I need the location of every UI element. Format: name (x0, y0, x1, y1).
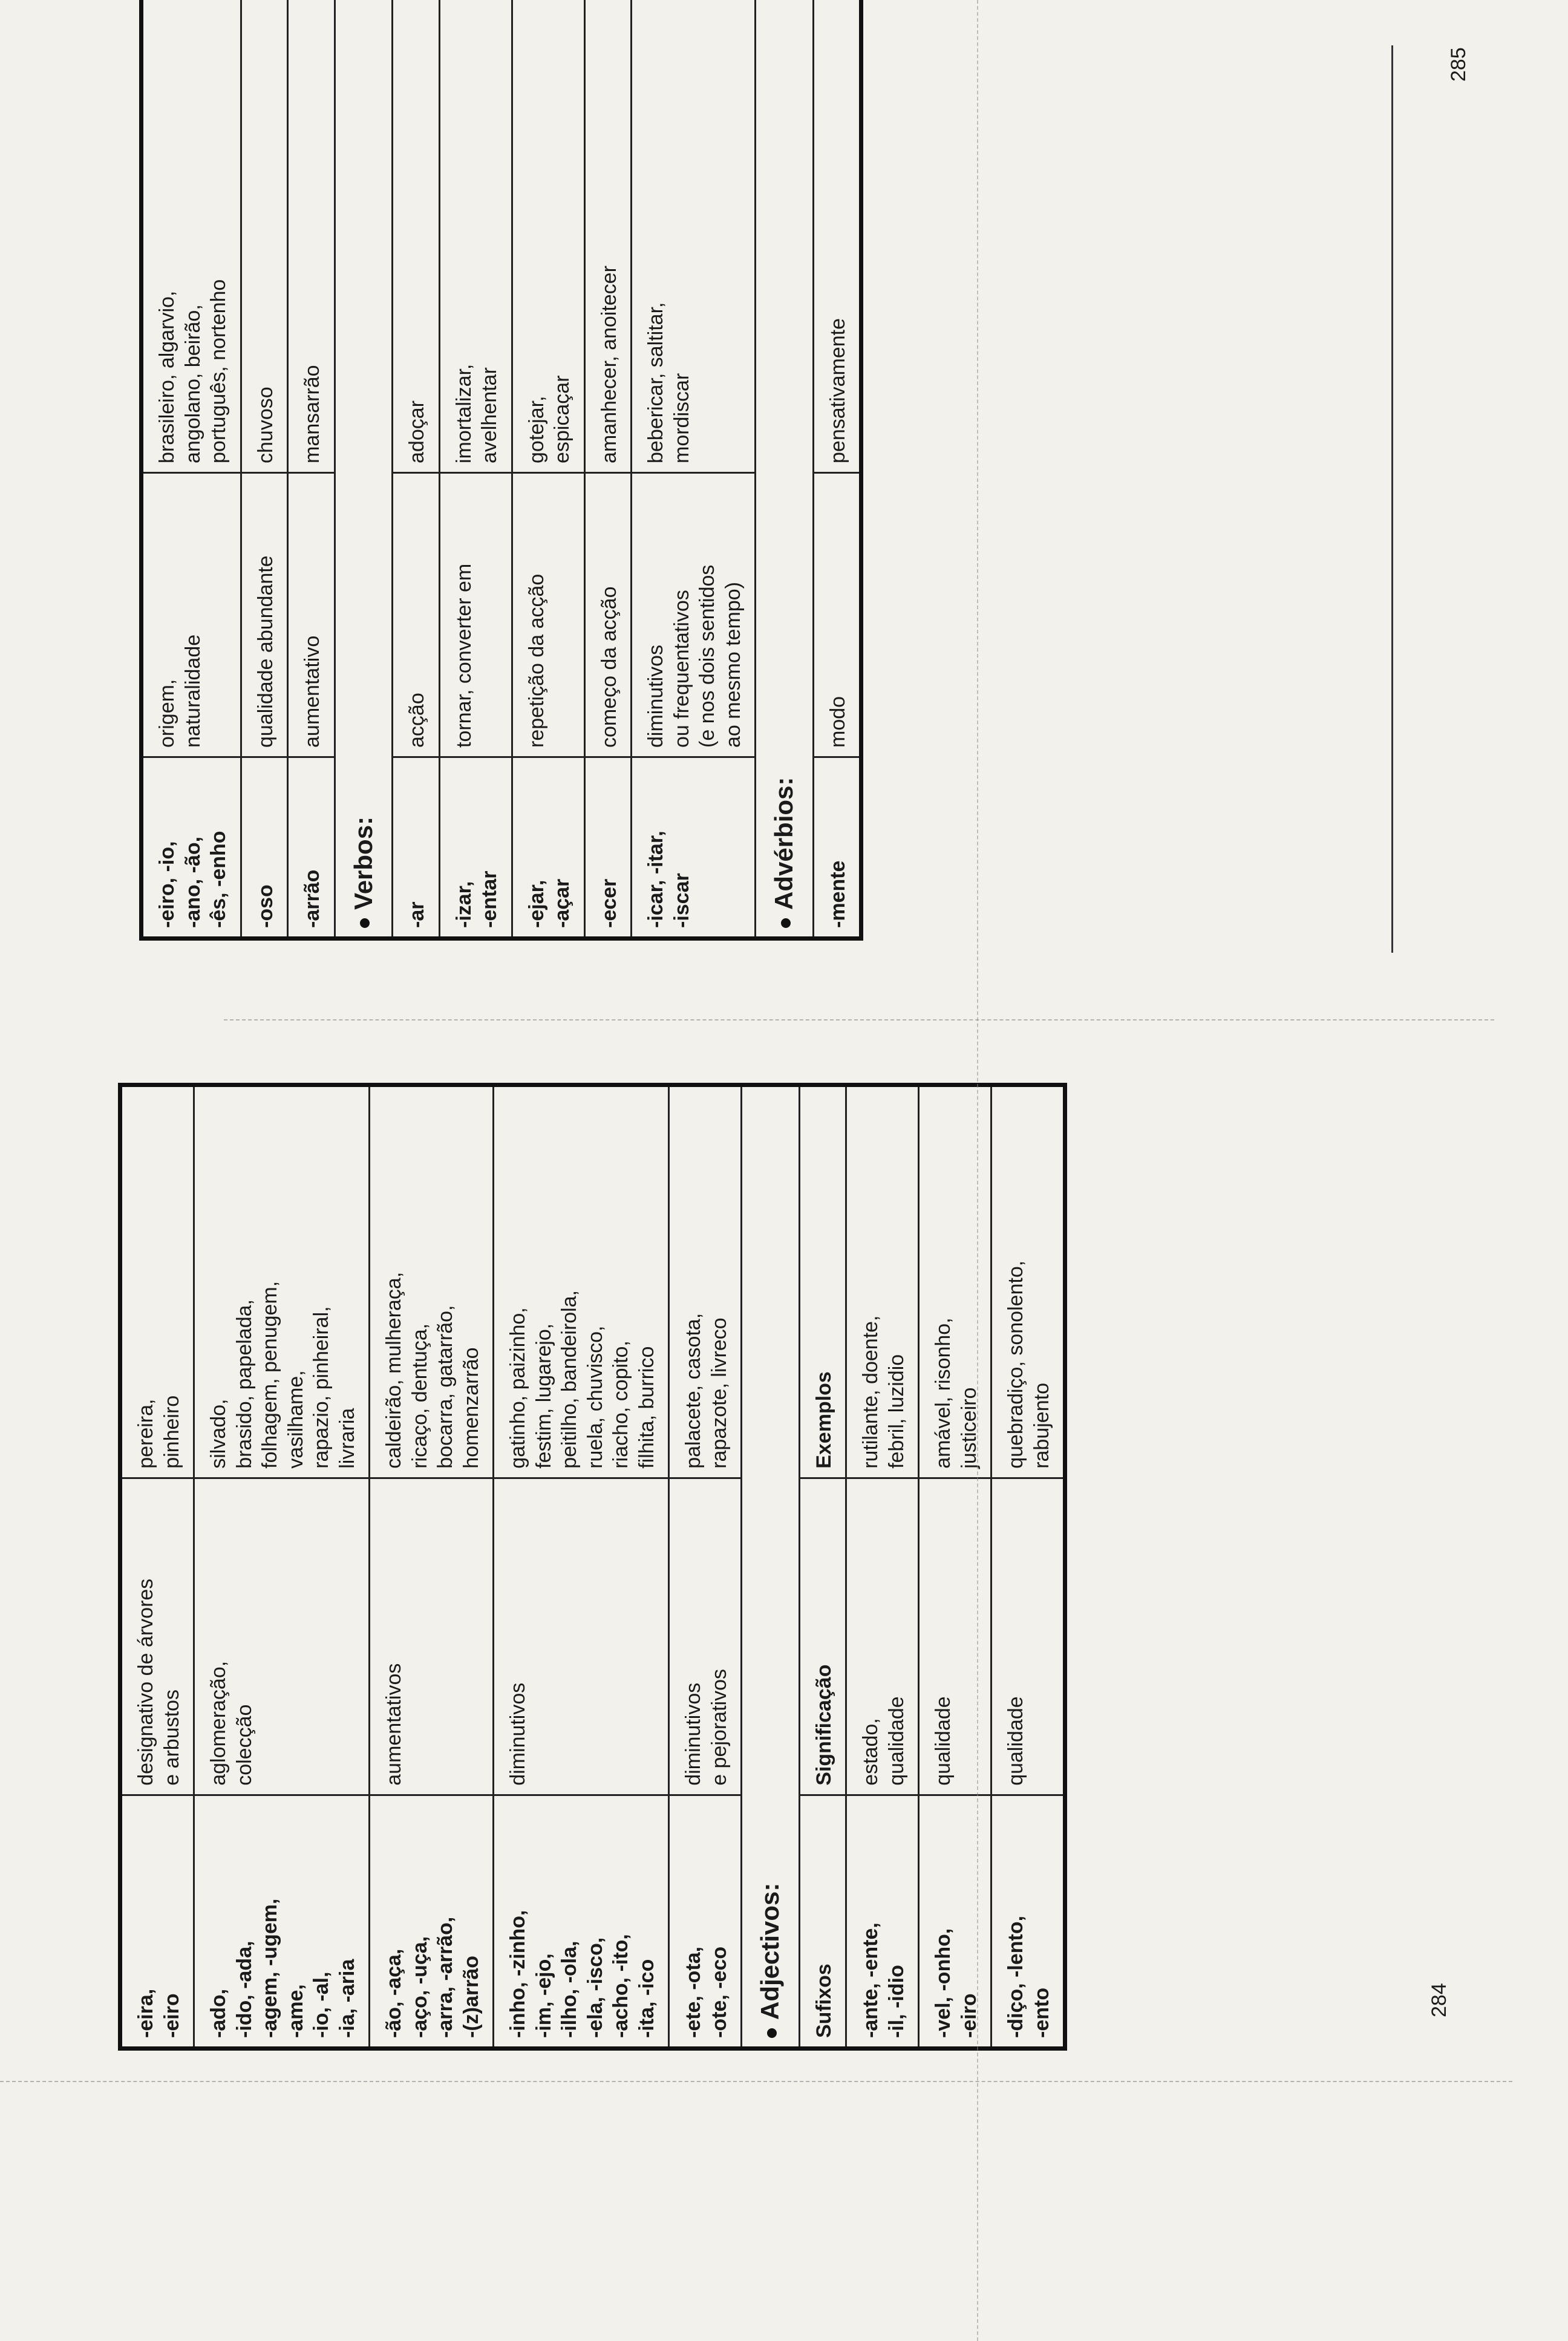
meaning-cell: tornar, converter em (439, 473, 512, 757)
page-number-285: 285 (1447, 47, 1470, 82)
bullet-icon (767, 2028, 777, 2038)
suffix-cell: -diço, -lento, -ento (991, 1795, 1065, 2048)
examples-cell: palacete, casota, rapazote, livreco (669, 1085, 742, 1478)
header-examples: Exemplos (799, 1085, 846, 1478)
suffix-cell: -mente (813, 757, 861, 939)
table-row (439, 0, 512, 939)
table-row (813, 0, 861, 939)
examples-cell: bebericar, saltitar, mordiscar (632, 0, 756, 473)
table-row (584, 0, 632, 939)
table-row (288, 0, 335, 939)
meaning-cell: aglomeração, colecção (194, 1478, 370, 1795)
meaning-cell: designativo de árvores e arbustos (120, 1478, 194, 1795)
fold-line (224, 1019, 1494, 1020)
examples-cell: brasileiro, algarvio, angolano, beirão, português, nortenho (142, 0, 241, 473)
meaning-cell: diminutivos (494, 1478, 669, 1795)
suffix-cell: -izar, -entar (439, 757, 512, 939)
page-285-table (139, 42, 1131, 941)
suffix-cell: -inho, -zinho, -im, -ejo, -ilho, -ola, -ela, -isco, -acho, -ito, -ita, -ico (494, 1795, 669, 2048)
suffix-cell: -vel, -onho, -eiro (919, 1795, 991, 2048)
meaning-cell: diminutivos ou frequentativos (e nos dois sentidos ao mesmo tempo) (632, 473, 756, 757)
suffix-cell: -ante, -ente, -il, -idio (846, 1795, 919, 2048)
section-heading-adjectives (742, 1085, 800, 2049)
page-284-table (118, 1083, 1053, 2051)
meaning-cell: aumentativos (370, 1478, 494, 1795)
examples-cell: gatinho, paizinho, festim, lugarejo, peitilho, bandeirola, ruela, chuvisco, riacho, copito, filhita, burrico (494, 1085, 669, 1478)
suffix-cell: -ar (393, 757, 440, 939)
meaning-cell: origem, naturalidade (142, 473, 241, 757)
table-header-row (799, 1085, 846, 2049)
section-heading-verbs (335, 0, 393, 939)
suffix-cell: -ado, -ido, -ada, -agem, -ugem, -ame, -io, -al, -ia, -aria (194, 1795, 370, 2048)
suffix-table-left (118, 1083, 1067, 2051)
page-number-284: 284 (1428, 1983, 1451, 2017)
suffix-cell: -oso (241, 757, 288, 939)
examples-cell: adoçar (393, 0, 440, 473)
meaning-cell: modo (813, 473, 861, 757)
examples-cell: caldeirão, mulheraça, ricaço, dentuça, bocarra, gatarrão, homenzarrão (370, 1085, 494, 1478)
section-heading-adverbs (756, 0, 814, 939)
table-row (494, 1085, 669, 2049)
examples-cell: gotejar, espicaçar (512, 0, 584, 473)
table-row (241, 0, 288, 939)
suffix-table-right (139, 0, 863, 941)
meaning-cell: aumentativo (288, 473, 335, 757)
suffix-cell: -arrão (288, 757, 335, 939)
fold-line (977, 0, 978, 2341)
table-row (991, 1085, 1065, 2049)
adjectives-heading: Adjectivos: (756, 1882, 784, 2020)
table-row (142, 0, 241, 939)
examples-cell: silvado, brasido, papelada, folhagem, penugem, vasilhame, rapazio, pinheiral, livraria (194, 1085, 370, 1478)
examples-cell: quebradiço, sonolento, rabujento (991, 1085, 1065, 1478)
meaning-cell: começo da acção (584, 473, 632, 757)
examples-cell: mansarrão (288, 0, 335, 473)
examples-cell: amável, risonho, justiceiro (919, 1085, 991, 1478)
table-row (512, 0, 584, 939)
examples-cell: pensativamente (813, 0, 861, 473)
fold-line (0, 2081, 1512, 2082)
suffix-cell: -icar, -itar, -iscar (632, 757, 756, 939)
suffix-cell: -ete, -ota, -ote, -eco (669, 1795, 742, 2048)
meaning-cell: diminutivos e pejorativos (669, 1478, 742, 1795)
table-row (846, 1085, 919, 2049)
suffix-cell: -eira, -eiro (120, 1795, 194, 2048)
table-row (393, 0, 440, 939)
examples-cell: rutilante, doente, febril, luzidio (846, 1085, 919, 1478)
table-row (919, 1085, 991, 2049)
meaning-cell: qualidade (919, 1478, 991, 1795)
suffix-cell: -ão, -aça, -aço, -uça, -arra, -arrão, -(z)arrão (370, 1795, 494, 2048)
table-row (669, 1085, 742, 2049)
table-row (370, 1085, 494, 2049)
bullet-icon (781, 918, 791, 928)
table-row (120, 1085, 194, 2049)
examples-cell: amanhecer, anoitecer (584, 0, 632, 473)
examples-cell: pereira, pinheiro (120, 1085, 194, 1478)
header-suffixes: Sufixos (799, 1795, 846, 2048)
bullet-icon (360, 918, 370, 928)
suffix-cell: -eiro, -io, -ano, -ão, -ês, -enho (142, 757, 241, 939)
meaning-cell: repetição da acção (512, 473, 584, 757)
table-row (632, 0, 756, 939)
adverbs-heading: Advérbios: (769, 777, 798, 910)
meaning-cell: estado, qualidade (846, 1478, 919, 1795)
verbs-heading: Verbos: (348, 816, 377, 910)
meaning-cell: qualidade (991, 1478, 1065, 1795)
meaning-cell: qualidade abundante (241, 473, 288, 757)
meaning-cell: acção (393, 473, 440, 757)
header-rule (1391, 45, 1393, 953)
examples-cell: imortalizar, avelhentar (439, 0, 512, 473)
suffix-cell: -ejar, -açar (512, 757, 584, 939)
examples-cell: chuvoso (241, 0, 288, 473)
suffix-cell: -ecer (584, 757, 632, 939)
table-row (194, 1085, 370, 2049)
header-meaning: Significação (799, 1478, 846, 1795)
